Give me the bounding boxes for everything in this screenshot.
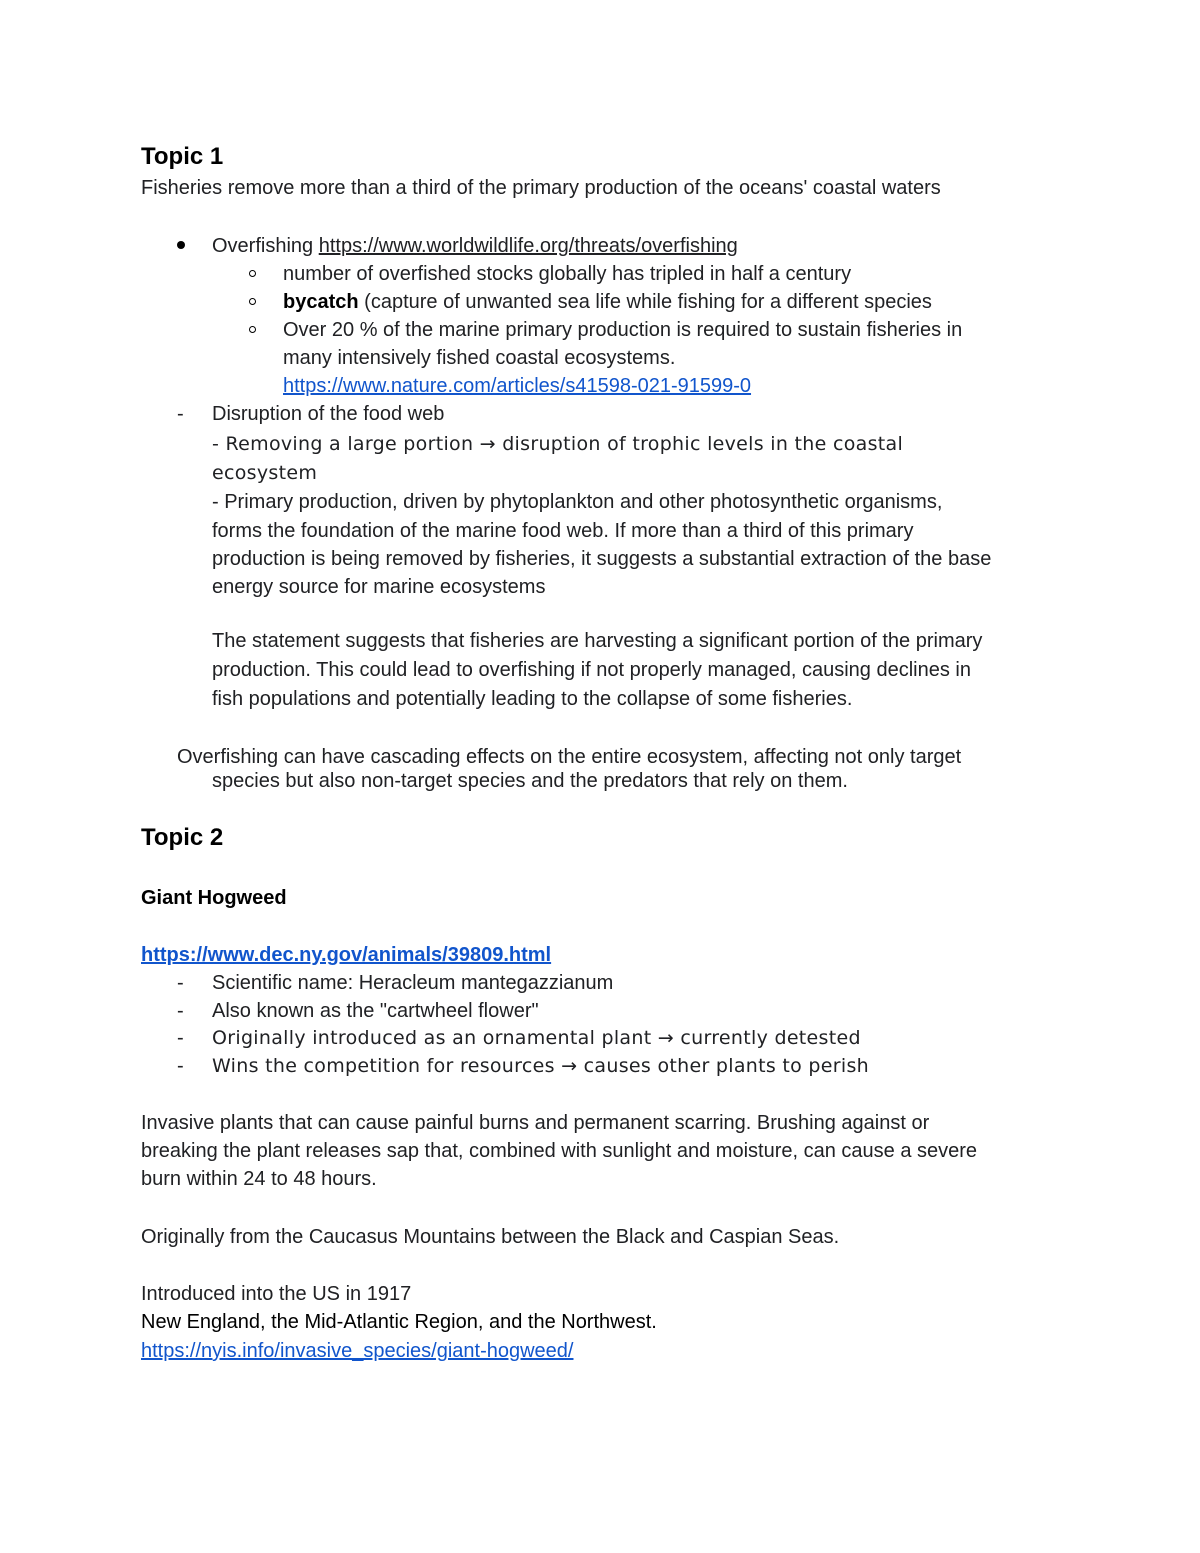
overfishing-label: Overfishing [212, 235, 314, 257]
hogweed-bullet-3: Originally introduced as an ornamental plant → currently detested [212, 1027, 861, 1049]
dash-bullet: - [177, 403, 184, 425]
giant-hogweed-heading: Giant Hogweed [141, 887, 287, 909]
topic-1-intro: Fisheries remove more than a third of the primary production of the oceans' coastal waters [141, 177, 941, 199]
dash-bullet: - [177, 972, 184, 994]
introduced-line: Introduced into the US in 1917 [141, 1283, 412, 1305]
wwf-overfishing-link[interactable]: https://www.worldwildlife.org/threats/overfishing [318, 235, 738, 257]
disruption-item: Disruption of the food web [212, 403, 445, 425]
primary-production-p2: forms the foundation of the marine food web. If more than a third of this primary [212, 520, 914, 542]
bycatch-term: bycatch [283, 291, 359, 313]
primary-production-item-line1: Over 20 % of the marine primary production is required to sustain fisheries in [283, 319, 963, 341]
bycatch-item [283, 288, 932, 316]
primary-production-p4: energy source for marine ecosystems [212, 576, 546, 598]
bullet-circle [249, 298, 256, 305]
invasive-para-l3: burn within 24 to 48 hours. [141, 1168, 377, 1190]
overfishing-item [212, 232, 738, 260]
dash-bullet: - [177, 1027, 184, 1049]
statement-s2: production. This could lead to overfishing if not properly managed, causing declines in [212, 659, 971, 681]
topic-2-heading: Topic 2 [141, 824, 224, 851]
disruption-line1: - Removing a large portion → disruption of trophic levels in the coastal [212, 433, 904, 455]
regions-line: New England, the Mid-Atlantic Region, and the Northwest. [141, 1311, 657, 1333]
overfished-stocks-item: number of overfished stocks globally has tripled in half a century [283, 263, 852, 285]
primary-production-p1: - Primary production, driven by phytoplankton and other photosynthetic organisms, [212, 491, 943, 513]
statement-s3: fish populations and potentially leading to the collapse of some fisheries. [212, 688, 853, 710]
dec-ny-link[interactable]: https://www.dec.ny.gov/animals/39809.html [141, 944, 552, 966]
cascade-line2: species but also non-target species and the predators that rely on them. [212, 770, 848, 792]
invasive-para-l1: Invasive plants that can cause painful burns and permanent scarring. Brushing against or [141, 1112, 930, 1134]
nature-article-link[interactable]: https://www.nature.com/articles/s41598-021-91599-0 [283, 375, 752, 397]
disruption-line2: ecosystem [212, 462, 318, 484]
hogweed-bullet-4: Wins the competition for resources → causes other plants to perish [212, 1055, 870, 1077]
nyis-link[interactable]: https://nyis.info/invasive_species/giant-hogweed/ [141, 1340, 574, 1362]
bullet-circle [249, 326, 256, 333]
primary-production-item-line2: many intensively fished coastal ecosystems. [283, 347, 676, 369]
bullet-dot [177, 241, 185, 249]
topic-1-heading: Topic 1 [141, 143, 224, 170]
invasive-para-l2: breaking the plant releases sap that, combined with sunlight and moisture, can cause a severe [141, 1140, 978, 1162]
bycatch-definition: (capture of unwanted sea life while fishing for a different species [364, 291, 932, 313]
hogweed-bullet-2: Also known as the "cartwheel flower" [212, 1000, 539, 1022]
bullet-circle [249, 270, 256, 277]
hogweed-bullet-1: Scientific name: Heracleum mantegazzianum [212, 972, 614, 994]
nyis-link-wrap [141, 1337, 573, 1365]
dec-link-wrap [141, 941, 551, 969]
origin-line: Originally from the Caucasus Mountains between the Black and Caspian Seas. [141, 1226, 840, 1248]
dash-bullet: - [177, 1000, 184, 1022]
nature-article-link-wrap [283, 372, 751, 400]
statement-s1: The statement suggests that fisheries are harvesting a significant portion of the primary [212, 630, 983, 652]
cascade-line1: Overfishing can have cascading effects on the entire ecosystem, affecting not only target [177, 746, 962, 768]
primary-production-p3: production is being removed by fisheries, it suggests a substantial extraction of the base [212, 548, 992, 570]
dash-bullet: - [177, 1055, 184, 1077]
